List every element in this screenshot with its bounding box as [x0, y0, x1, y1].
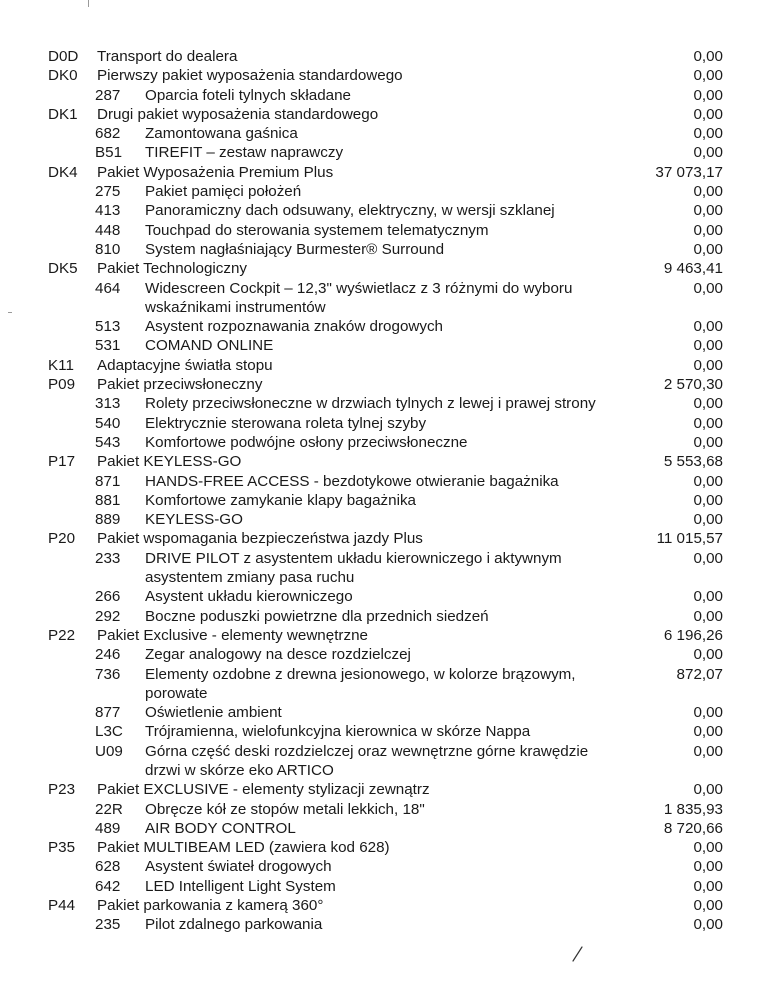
option-item-row: [0, 472, 770, 491]
option-description: TIREFIT – zestaw naprawczy: [145, 144, 344, 162]
option-item-row: [0, 549, 770, 588]
option-code: D0D: [48, 48, 79, 65]
option-item-row: [0, 800, 770, 819]
option-item-row: [0, 491, 770, 510]
option-item-row: [0, 317, 770, 336]
option-code: B51: [95, 144, 123, 162]
option-price: 0,00: [693, 723, 723, 741]
option-code: 246: [95, 646, 121, 664]
option-code: K11: [48, 356, 74, 374]
option-price: 872,07: [676, 665, 723, 683]
option-price: 0,00: [693, 781, 723, 799]
option-item-row: [0, 279, 770, 318]
option-price: 0,00: [693, 646, 723, 664]
option-description: Pakiet przeciwsłoneczny: [97, 376, 263, 394]
option-price: 0,00: [693, 86, 723, 104]
option-price: 0,00: [693, 240, 723, 258]
option-description: Zegar analogowy na desce rozdzielczej: [145, 646, 411, 664]
option-code: P23: [48, 781, 76, 799]
option-item-row: [0, 433, 770, 452]
option-price: 0,00: [693, 858, 723, 876]
option-description: AIR BODY CONTROL: [145, 819, 296, 837]
package-row: [0, 896, 770, 915]
option-price: 0,00: [693, 183, 723, 201]
option-price: 0,00: [693, 202, 723, 220]
option-code: 233: [95, 549, 121, 567]
package-row: [0, 356, 770, 375]
package-row: [0, 259, 770, 278]
option-price: 0,00: [693, 337, 723, 355]
option-price: 0,00: [693, 607, 723, 625]
option-code: P17: [48, 453, 76, 471]
option-description: Pierwszy pakiet wyposażenia standardowego: [97, 67, 403, 85]
option-description: Trójramienna, wielofunkcyjna kierownica w skórze Nappa: [145, 723, 531, 741]
option-code: 448: [95, 221, 121, 239]
option-description: Pakiet EXCLUSIVE - elementy stylizacji zewnątrz: [97, 781, 430, 799]
option-code: 682: [95, 125, 121, 143]
option-description: Pakiet MULTIBEAM LED (zawiera kod 628): [97, 839, 390, 857]
option-price: 0,00: [693, 897, 723, 915]
equipment-list: [0, 47, 770, 935]
option-description: LED Intelligent Light System: [145, 877, 336, 895]
option-description: Drugi pakiet wyposażenia standardowego: [97, 105, 379, 123]
option-code: P22: [48, 626, 76, 644]
option-code: 292: [95, 607, 121, 625]
option-item-row: [0, 86, 770, 105]
option-code: 513: [95, 318, 121, 336]
option-description: Touchpad do sterowania systemem telematycznym: [145, 221, 489, 239]
package-row: [0, 838, 770, 857]
option-code: 642: [95, 877, 121, 895]
package-row: [0, 626, 770, 645]
option-description: Pakiet Exclusive - elementy wewnętrzne: [97, 626, 368, 644]
package-row: [0, 780, 770, 799]
option-price: 0,00: [693, 742, 723, 760]
option-item-row: [0, 665, 770, 704]
option-code: DK1: [48, 105, 78, 123]
option-code: 871: [95, 472, 121, 490]
option-item-row: [0, 877, 770, 896]
option-code: U09: [95, 742, 123, 760]
option-code: 413: [95, 202, 121, 220]
option-item-row: [0, 201, 770, 220]
option-description: Pakiet Wyposażenia Premium Plus: [97, 163, 334, 181]
option-item-row: [0, 124, 770, 143]
option-code: DK0: [48, 67, 78, 85]
option-code: P20: [48, 530, 76, 548]
option-price: 0,00: [693, 356, 723, 374]
option-description: Boczne poduszki powietrzne dla przednich siedzeń: [145, 607, 489, 625]
option-item-row: [0, 819, 770, 838]
option-price: 0,00: [693, 125, 723, 143]
option-description: Adaptacyjne światła stopu: [97, 356, 273, 374]
option-price: 0,00: [693, 221, 723, 239]
option-price: 0,00: [693, 916, 723, 934]
option-price: 0,00: [693, 318, 723, 336]
option-description: KEYLESS-GO: [145, 511, 243, 529]
option-description: Asystent rozpoznawania znaków drogowych: [145, 318, 444, 336]
option-item-row: [0, 607, 770, 626]
option-item-row: [0, 414, 770, 433]
option-code: 313: [95, 395, 121, 413]
package-row: [0, 452, 770, 471]
option-item-row: [0, 915, 770, 934]
option-price: 0,00: [693, 144, 723, 162]
option-item-row: [0, 742, 770, 781]
option-item-row: [0, 240, 770, 259]
option-description: Obręcze kół ze stopów metali lekkich, 18": [145, 800, 425, 818]
option-description: HANDS-FREE ACCESS - bezdotykowe otwieranie bagażnika: [145, 472, 559, 490]
option-description: Panoramiczny dach odsuwany, elektryczny, w wersji szklanej: [145, 202, 555, 220]
option-description: Komfortowe zamykanie klapy bagażnika: [145, 491, 416, 509]
option-code: 543: [95, 433, 121, 451]
package-row: [0, 529, 770, 548]
option-code: 275: [95, 183, 121, 201]
option-price: 0,00: [693, 839, 723, 857]
option-code: 881: [95, 491, 121, 509]
option-code: DK4: [48, 163, 78, 181]
pen-mark-icon: [570, 945, 584, 963]
option-price: 0,00: [693, 433, 723, 451]
option-price: 37 073,17: [655, 163, 723, 181]
option-description: Komfortowe podwójne osłony przeciwsłoneczne: [145, 433, 468, 451]
option-description: Asystent układu kierowniczego: [145, 588, 353, 606]
package-row: [0, 105, 770, 124]
option-price: 9 463,41: [663, 260, 723, 278]
option-item-row: [0, 857, 770, 876]
option-item-row: [0, 221, 770, 240]
option-code: 287: [95, 86, 121, 104]
option-code: 22R: [95, 800, 123, 818]
option-description: Oparcia foteli tylnych składane: [145, 86, 351, 104]
option-code: 464: [95, 279, 121, 297]
option-code: 540: [95, 414, 121, 432]
option-price: 5 553,68: [663, 453, 723, 471]
option-description: Elementy ozdobne z drewna jesionowego, w kolorze brązowym, porowate: [145, 665, 576, 702]
package-row: [0, 375, 770, 394]
option-code: 628: [95, 858, 121, 876]
option-code: 889: [95, 511, 121, 529]
option-price: 1 835,93: [663, 800, 723, 818]
option-description: Pakiet KEYLESS-GO: [97, 453, 242, 471]
option-price: 2 570,30: [663, 376, 723, 394]
option-code: 266: [95, 588, 121, 606]
option-price: 0,00: [693, 414, 723, 432]
option-price: 0,00: [693, 588, 723, 606]
option-code: 531: [95, 337, 121, 355]
scan-artifact: [88, 0, 89, 7]
option-description: COMAND ONLINE: [145, 337, 274, 355]
option-price: 0,00: [693, 511, 723, 529]
option-code: P09: [48, 376, 76, 394]
option-description: Pakiet parkowania z kamerą 360°: [97, 897, 324, 915]
option-description: Pakiet Technologiczny: [97, 260, 247, 278]
option-item-row: [0, 336, 770, 355]
option-description: Asystent świateł drogowych: [145, 858, 332, 876]
option-item-row: [0, 587, 770, 606]
option-description: Elektrycznie sterowana roleta tylnej szyby: [145, 414, 427, 432]
option-price: 0,00: [693, 491, 723, 509]
package-row: [0, 66, 770, 85]
option-item-row: [0, 143, 770, 162]
option-price: 0,00: [693, 877, 723, 895]
option-code: 736: [95, 665, 121, 683]
option-code: 810: [95, 240, 121, 258]
option-description: Zamontowana gaśnica: [145, 125, 298, 143]
option-description: System nagłaśniający Burmester® Surround: [145, 240, 445, 258]
option-code: P44: [48, 897, 76, 915]
option-code: 877: [95, 704, 121, 722]
option-price: 0,00: [693, 67, 723, 85]
package-row: [0, 47, 770, 66]
option-description: Pakiet pamięci położeń: [145, 183, 302, 201]
option-description: Rolety przeciwsłoneczne w drzwiach tylnych z lewej i prawej strony: [145, 395, 596, 413]
option-item-row: [0, 722, 770, 741]
option-price: 8 720,66: [663, 819, 723, 837]
option-price: 0,00: [693, 48, 723, 65]
package-row: [0, 163, 770, 182]
option-description: Oświetlenie ambient: [145, 704, 282, 722]
option-item-row: [0, 703, 770, 722]
option-code: L3C: [95, 723, 123, 741]
option-price: 0,00: [693, 549, 723, 567]
option-price: 0,00: [693, 704, 723, 722]
option-price: 0,00: [693, 472, 723, 490]
option-description: DRIVE PILOT z asystentem układu kierowniczego i aktywnym asystentem zmiany pasa ruchu: [145, 549, 562, 587]
option-price: 0,00: [693, 395, 723, 413]
option-code: 489: [95, 819, 121, 837]
option-item-row: [0, 510, 770, 529]
option-item-row: [0, 182, 770, 201]
option-description: Widescreen Cockpit – 12,3" wyświetlacz z 3 różnymi do wyboru wskaźnikami instrumentów: [145, 279, 573, 316]
option-description: Transport do dealera: [97, 48, 238, 65]
option-code: 235: [95, 916, 121, 934]
option-code: P35: [48, 839, 76, 857]
option-price: 0,00: [693, 279, 723, 297]
option-price: 0,00: [693, 105, 723, 123]
option-item-row: [0, 394, 770, 413]
option-description: Pilot zdalnego parkowania: [145, 916, 323, 934]
option-description: Górna część deski rozdzielczej oraz wewnętrzne górne krawędzie drzwi w skórze eko ARTICO: [145, 742, 589, 779]
option-price: 11 015,57: [656, 530, 723, 548]
option-code: DK5: [48, 260, 78, 278]
option-description: Pakiet wspomagania bezpieczeństwa jazdy Plus: [97, 530, 423, 548]
option-price: 6 196,26: [663, 626, 723, 644]
option-item-row: [0, 645, 770, 664]
